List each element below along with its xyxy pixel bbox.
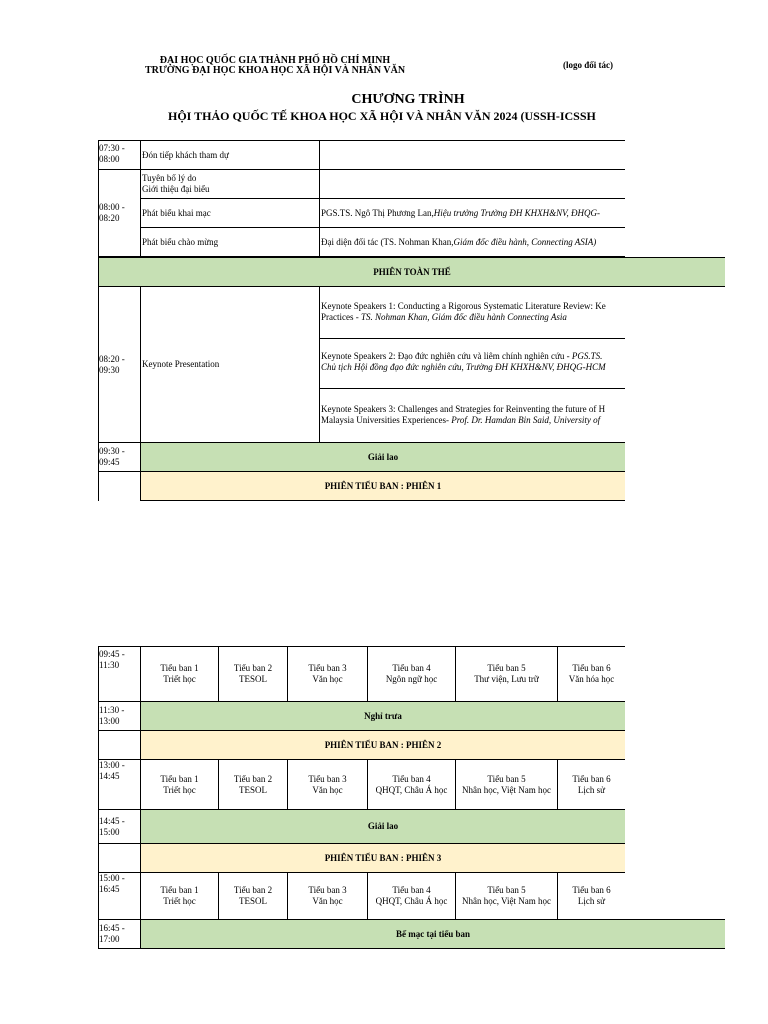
session-2-spacer [98, 730, 141, 760]
time-1645: 16:45 - 17:00 [98, 919, 141, 949]
faculty-name: TRƯỜNG ĐẠI HỌC KHOA HỌC XÃ HỘI VÀ NHÂN VĂN [144, 65, 406, 76]
time-1445: 14:45 - 15:00 [98, 809, 141, 844]
lunch-break: Nghỉ trưa [140, 701, 625, 731]
panel-2-tesol-s2: Tiểu ban 2 TESOL [218, 759, 288, 810]
time-0730: 07:30 - 08:00 [98, 140, 141, 170]
keynote-2 [319, 338, 625, 389]
session-2-header: PHIÊN TIỂU BAN : PHIÊN 2 [140, 730, 625, 760]
welcome-guests: Đón tiếp khách tham dự [140, 140, 320, 170]
time-1130: 11:30 - 13:00 [98, 701, 141, 731]
partner-rep-title: Giám đốc điều hành, Connecting ASIA) [453, 236, 597, 247]
opening-speech-detail [319, 198, 625, 228]
panel-6-culture: Tiểu ban 6 Văn hóa học [557, 646, 625, 702]
panel-6-history-s2: Tiểu ban 6 Lịch sử [557, 759, 625, 810]
partner-rep: Đại diện đối tác (TS. Nohman Khan, [321, 236, 454, 247]
keynote-1-speaker: Practices - TS. Nohman Khan, Giám đốc điều hành Connecting Asia [321, 312, 567, 322]
panel-5-anthropology-s3: Tiểu ban 5 Nhân học, Việt Nam học [455, 872, 558, 920]
panel-6-history-s3: Tiểu ban 6 Lịch sử [557, 872, 625, 920]
session-1-header: PHIÊN TIỂU BAN : PHIÊN 1 [140, 471, 625, 501]
keynote-2-speaker: Chủ tịch Hội đồng đạo đức nghiên cứu, Trường ĐH KHXH&NV, ĐHQG-HCM [321, 362, 606, 372]
panel-4-ir-asian-s3: Tiểu ban 4 QHQT, Châu Á học [367, 872, 456, 920]
keynote-1-title: Keynote Speakers 1: Conducting a Rigorous Systematic Literature Review: Ke [321, 301, 606, 311]
panel-4-linguistics: Tiểu ban 4 Ngôn ngữ học [367, 646, 456, 702]
opening-speaker-title: Hiệu trưởng Trường ĐH KHXH&NV, ĐHQG- [433, 207, 601, 218]
keynote-presentation: Keynote Presentation [140, 286, 320, 443]
session-1-spacer [98, 471, 141, 501]
panel-3-literature-s3: Tiểu ban 3 Văn học [287, 872, 368, 920]
panel-1-philosophy-s3: Tiểu ban 1 Triết học [140, 872, 219, 920]
keynote-2-title: Keynote Speakers 2: Đạo đức nghiên cứu và liêm chính nghiên cứu - PGS.TS. [321, 351, 603, 361]
keynote-3-speaker: Malaysia Universities Experiences- Prof. Dr. Hamdan Bin Said, University of [321, 415, 601, 425]
time-0930: 09:30 - 09:45 [98, 442, 141, 472]
session-3-spacer [98, 843, 141, 873]
panel-3-literature: Tiểu ban 3 Văn học [287, 646, 368, 702]
panel-2-tesol: Tiểu ban 2 TESOL [218, 646, 288, 702]
time-1300: 13:00 - 14:45 [98, 759, 141, 810]
time-0800: 08:00 - 08:20 [98, 169, 141, 257]
welcome-detail [319, 140, 625, 170]
break-2: Giải lao [140, 809, 625, 844]
keynote-3 [319, 388, 625, 443]
panel-1-philosophy-s2: Tiểu ban 1 Triết học [140, 759, 219, 810]
panel-2-tesol-s3: Tiểu ban 2 TESOL [218, 872, 288, 920]
opening-speech: Phát biểu khai mạc [140, 198, 320, 228]
welcome-speech-detail [319, 227, 625, 257]
time-0945: 09:45 - 11:30 [98, 646, 141, 702]
panel-1-philosophy: Tiểu ban 1 Triết học [140, 646, 219, 702]
session-3-header: PHIÊN TIỂU BAN : PHIÊN 3 [140, 843, 625, 873]
welcome-speech: Phát biểu chào mừng [140, 227, 320, 257]
time-1500: 15:00 - 16:45 [98, 872, 141, 920]
university-name: ĐẠI HỌC QUỐC GIA THÀNH PHỐ HỒ CHÍ MINH [159, 55, 391, 66]
partner-logo-placeholder: (logo đối tác) [563, 60, 613, 70]
page-subtitle: HỘI THẢO QUỐC TẾ KHOA HỌC XÃ HỘI VÀ NHÂN VĂN 2024 (USSH-ICSSH [168, 109, 596, 123]
panel-4-ir-asian-s2: Tiểu ban 4 QHQT, Châu Á học [367, 759, 456, 810]
panel-5-library: Tiểu ban 5 Thư viện, Lưu trữ [455, 646, 558, 702]
page-title: CHƯƠNG TRÌNH [351, 92, 465, 107]
keynote-1 [319, 286, 625, 339]
time-0820: 08:20 - 09:30 [98, 286, 141, 443]
announce-reason: Tuyên bố lý do Giới thiệu đại biểu [140, 169, 320, 199]
plenary-session-header: PHIÊN TOÀN THỂ [98, 257, 725, 287]
panel-5-anthropology-s2: Tiểu ban 5 Nhân học, Việt Nam học [455, 759, 558, 810]
break-1: Giải lao [140, 442, 625, 472]
keynote-3-title: Keynote Speakers 3: Challenges and Strategies for Reinventing the future of H [321, 404, 606, 414]
table-bottom-border [140, 948, 625, 949]
opening-speaker: PGS.TS. Ngô Thị Phương Lan, [321, 207, 434, 218]
closing-ceremony: Bế mạc tại tiểu ban [140, 919, 725, 949]
panel-3-literature-s2: Tiểu ban 3 Văn học [287, 759, 368, 810]
announce-detail [319, 169, 625, 199]
